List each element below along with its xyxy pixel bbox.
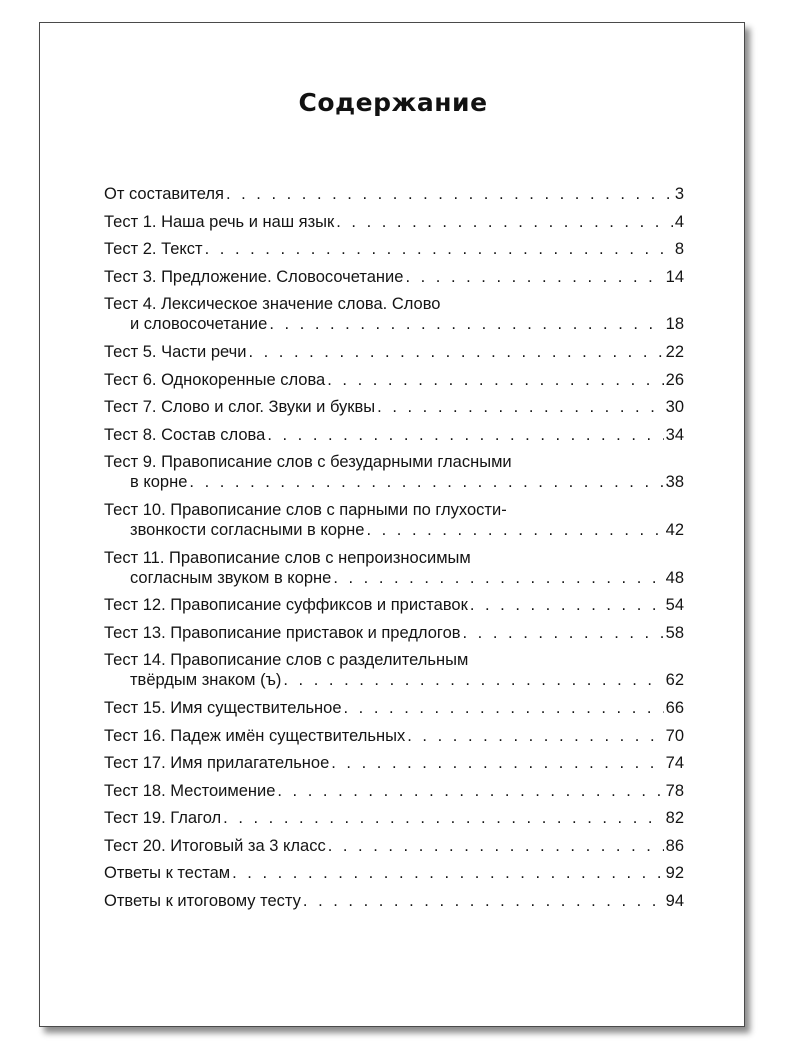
toc-page-number: 38 [665, 473, 684, 492]
toc-page-number: 48 [665, 568, 684, 587]
toc-entry-row [104, 267, 684, 287]
toc-entry-title: Тест 3. Предложение. Словосочетание [104, 267, 404, 286]
toc-entry [104, 650, 684, 690]
dot-leader [364, 520, 663, 540]
dot-leader [326, 836, 664, 856]
toc-page-number: 3 [674, 185, 684, 203]
toc-entry-title-continuation: согласным звуком в корне [130, 568, 332, 587]
dot-leader [403, 267, 663, 287]
toc-entry [104, 781, 684, 801]
toc-entry-row [104, 623, 684, 643]
toc-page-number: 26 [665, 370, 684, 389]
toc-page-number: 66 [665, 698, 684, 717]
toc-entry-row [104, 726, 684, 746]
toc-entry-title-continuation: в корне [130, 473, 188, 492]
toc-entry-row [104, 808, 684, 828]
toc-page-number: 30 [665, 398, 684, 417]
toc-entry-row [104, 184, 684, 204]
table-of-contents [104, 184, 684, 919]
toc-entry-row [104, 753, 684, 773]
toc-page-number: 78 [665, 781, 684, 800]
toc-entry-title: Тест 1. Наша речь и наш язык [104, 212, 335, 231]
toc-entry [104, 397, 684, 417]
toc-entry-title-continuation: звонкости согласными в корне [130, 520, 365, 539]
toc-entry [104, 294, 684, 334]
toc-entry-row [104, 595, 684, 615]
toc-page-number: 82 [665, 809, 684, 828]
toc-entry-title: От составителя [104, 185, 224, 203]
toc-entry [104, 425, 684, 445]
toc-page-number: 74 [665, 754, 684, 773]
dot-leader [203, 239, 673, 259]
toc-entry [104, 548, 684, 588]
toc-entry-row [104, 425, 684, 445]
dot-leader [375, 397, 663, 417]
toc-entry-row [104, 568, 684, 588]
toc-entry-row [104, 239, 684, 259]
toc-entry-row [104, 472, 684, 492]
toc-entry-title: Ответы к тестам [104, 864, 231, 883]
dot-leader [275, 781, 663, 801]
dot-leader [325, 370, 663, 390]
dot-leader [331, 568, 663, 588]
dot-leader [224, 184, 673, 204]
toc-page-number: 14 [665, 267, 684, 286]
toc-page-number: 54 [665, 596, 684, 615]
dot-leader [468, 595, 664, 615]
toc-entry-title: Тест 14. Правописание слов с разделительным [104, 651, 469, 670]
dot-leader [230, 863, 664, 883]
toc-entry-row [104, 863, 684, 883]
toc-entry [104, 623, 684, 643]
toc-entry-title: Тест 9. Правописание слов с безударными гласными [104, 453, 512, 472]
toc-page-number: 94 [665, 892, 684, 911]
toc-entry [104, 808, 684, 828]
toc-entry-title: Тест 8. Состав слова [104, 425, 266, 444]
toc-page-number: 86 [665, 836, 684, 855]
toc-entry [104, 500, 684, 540]
toc-entry-row [104, 670, 684, 690]
toc-entry [104, 239, 684, 259]
toc-entry-row [104, 212, 684, 232]
toc-entry-row [104, 891, 684, 911]
dot-leader [405, 726, 663, 746]
toc-entry [104, 595, 684, 615]
toc-entry [104, 212, 684, 232]
toc-entry-title: Тест 17. Имя прилагательное [104, 754, 330, 773]
toc-entry [104, 891, 684, 911]
toc-entry [104, 753, 684, 773]
toc-entry-row [104, 698, 684, 718]
dot-leader [281, 670, 663, 690]
dot-leader [342, 698, 664, 718]
page-title: Содержание [298, 87, 488, 117]
toc-entry-row [104, 520, 684, 540]
toc-entry-title: Тест 4. Лексическое значение слова. Слово [104, 295, 441, 314]
toc-entry-title: Тест 7. Слово и слог. Звуки и буквы [104, 398, 376, 417]
toc-entry-title-continuation: и словосочетание [130, 315, 268, 334]
toc-entry-row [104, 314, 684, 334]
toc-entry [104, 863, 684, 883]
toc-entry-title: Тест 15. Имя существительное [104, 698, 342, 717]
toc-entry-row [104, 397, 684, 417]
toc-page-number: 4 [674, 212, 684, 231]
toc-entry-title: Тест 11. Правописание слов с непроизносимым [104, 548, 471, 567]
toc-entry-title: Тест 2. Текст [104, 240, 203, 259]
toc-entry-title-continuation: твёрдым знаком (ъ) [130, 671, 282, 690]
toc-entry-title: Тест 5. Части речи [104, 342, 247, 361]
dot-leader [221, 808, 663, 828]
toc-page-number: 70 [665, 726, 684, 745]
toc-entry [104, 698, 684, 718]
toc-entry-title: Тест 20. Итоговый за 3 класс [104, 836, 326, 855]
toc-entry-title: Тест 12. Правописание суффиксов и приставок [104, 596, 468, 615]
toc-page-number: 34 [665, 425, 684, 444]
toc-entry [104, 370, 684, 390]
toc-entry [104, 342, 684, 362]
toc-entry-row [104, 781, 684, 801]
toc-entry-title: Тест 16. Падеж имён существительных [104, 726, 406, 745]
toc-entry-title: Тест 18. Местоимение [104, 781, 276, 800]
dot-leader [301, 891, 664, 911]
toc-entry-row [104, 836, 684, 856]
toc-entry-title: Тест 10. Правописание слов с парными по глухости- [104, 500, 507, 519]
toc-entry-row [104, 370, 684, 390]
toc-entry [104, 267, 684, 287]
dot-leader [334, 212, 673, 232]
toc-entry-title: Тест 13. Правописание приставок и предлогов [104, 623, 461, 642]
dot-leader [246, 342, 663, 362]
toc-page-number: 18 [665, 315, 684, 334]
toc-entry-title: Тест 19. Глагол [104, 809, 222, 828]
toc-entry-title: Ответы к итоговому тесту [104, 892, 301, 911]
toc-page-number: 42 [665, 520, 684, 539]
dot-leader [461, 623, 664, 643]
book-page [39, 22, 745, 1027]
toc-page-number: 92 [665, 864, 684, 883]
toc-entry [104, 726, 684, 746]
toc-page-number: 8 [674, 240, 684, 259]
toc-page-number: 22 [665, 342, 684, 361]
toc-entry [104, 836, 684, 856]
toc-entry-title: Тест 6. Однокоренные слова [104, 370, 326, 389]
dot-leader [267, 314, 663, 334]
toc-page-number: 62 [665, 671, 684, 690]
dot-leader [265, 425, 663, 445]
toc-entry [104, 452, 684, 492]
dot-leader [329, 753, 663, 773]
dot-leader [187, 472, 663, 492]
toc-page-number: 58 [665, 623, 684, 642]
toc-entry-row [104, 342, 684, 362]
toc-entry [104, 184, 684, 204]
